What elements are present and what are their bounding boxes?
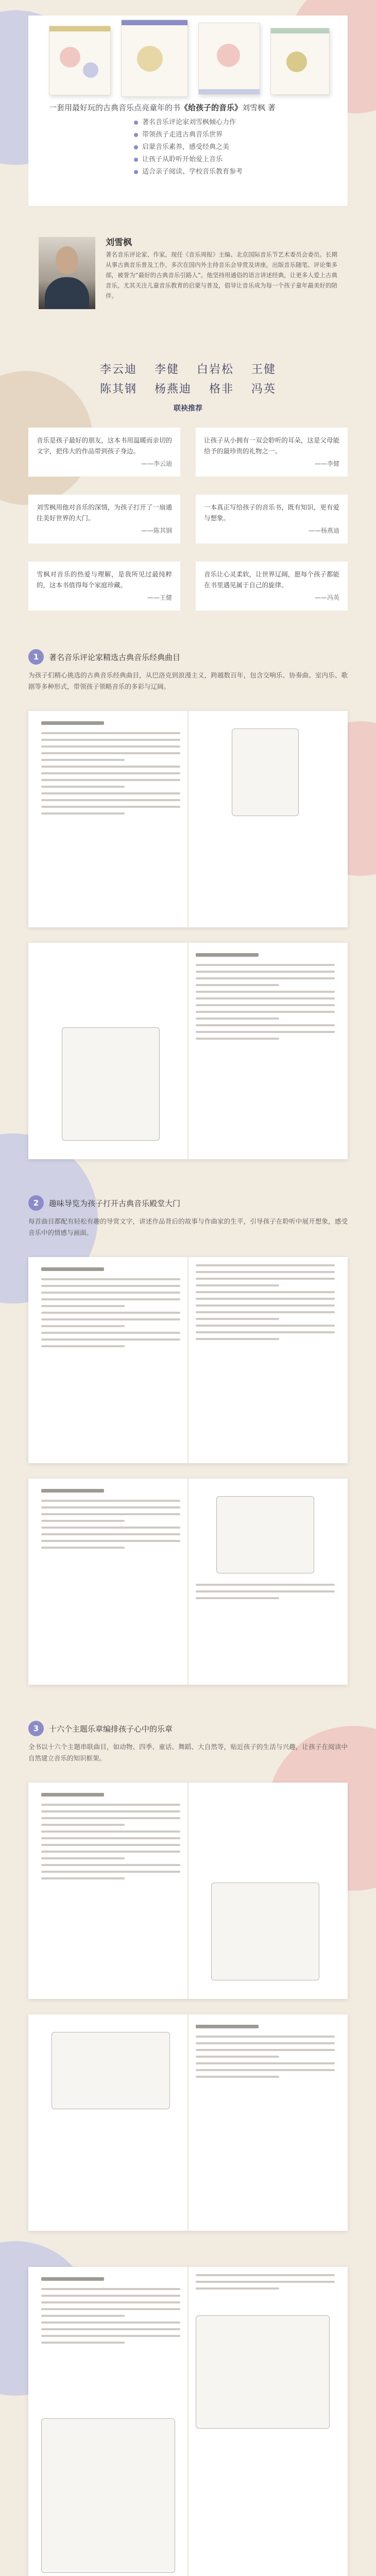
quote-card — [28, 562, 180, 611]
quote-author: ——李健 — [314, 460, 339, 467]
recommender-name: 王健 — [251, 363, 277, 376]
quote-card — [196, 428, 348, 477]
quote-card — [196, 495, 348, 544]
author-photo — [39, 237, 95, 309]
book-spread-image — [28, 1257, 348, 1463]
recommender-name: 格非 — [209, 383, 234, 396]
quote-text: 一本真正写给孩子的音乐书，既有知识，更有爱与想象。 — [204, 503, 339, 522]
recommender-name: 李云迪 — [99, 363, 137, 376]
bullet-item: 著名音乐评论家刘雪枫倾心力作 — [134, 116, 243, 129]
book-spread-image — [28, 711, 348, 927]
book-subtitle: 一套用最好玩的古典音乐点亮童年的书《给孩子的音乐》刘雪枫 著 — [49, 103, 276, 112]
book-cover-image — [198, 23, 260, 95]
quote-author: ——杨燕迪 — [308, 527, 339, 534]
bullet-dot-icon — [134, 158, 138, 162]
bullet-item: 启蒙音乐素养，感受经典之美 — [134, 141, 243, 154]
recommender-names-row — [0, 361, 376, 377]
feature-bullets — [134, 116, 243, 178]
section-number-badge: 2 — [28, 1195, 44, 1211]
section-number-badge: 1 — [28, 649, 44, 665]
recommender-name: 陈其钢 — [99, 383, 137, 396]
recommender-names-row — [0, 380, 376, 396]
section-description: 为孩子们精心挑选的古典音乐经典曲目，从巴洛克到浪漫主义，跨越数百年，包含交响乐、协奏曲、室内乐、歌剧等多种形式，带领孩子领略音乐的多彩与辽阔。 — [28, 671, 348, 690]
bullet-dot-icon — [134, 133, 138, 137]
book-spread-image — [28, 943, 348, 1159]
intro-panel — [28, 15, 348, 206]
book-cover-image — [270, 28, 330, 95]
section-header — [28, 649, 348, 665]
quote-text: 雪枫对音乐的热爱与理解，是我所见过最纯粹的，这本书值得每个家庭珍藏。 — [37, 570, 172, 589]
section-header — [28, 1721, 348, 1736]
recommender-name: 白岩松 — [197, 363, 234, 376]
quote-card — [28, 428, 180, 477]
section-description: 全书以十六个主题串联曲目，如动物、四季、童话、舞蹈、大自然等，贴近孩子的生活与兴趣，让孩子在阅读中自然建立音乐的知识框架。 — [28, 1743, 348, 1762]
bullet-item: 适合亲子阅读、学校音乐教育参考 — [134, 166, 243, 178]
quote-text: 音乐是孩子最好的朋友，这本书用温暖而亲切的文字，把伟大的作品带到孩子身边。 — [37, 436, 172, 455]
section-header — [28, 1195, 348, 1211]
recommender-name: 冯英 — [251, 383, 277, 396]
book-cover-image — [49, 26, 111, 95]
quote-author: ——冯英 — [314, 594, 339, 601]
section-title: 十六个主题乐章编排孩子心中的乐章 — [49, 1724, 173, 1734]
book-spread-image — [28, 1479, 348, 1685]
bullet-item: 带领孩子走进古典音乐世界 — [134, 129, 243, 141]
section-number-badge: 3 — [28, 1721, 44, 1736]
bullet-dot-icon — [134, 145, 138, 149]
quote-author: ——王健 — [147, 594, 172, 601]
quote-author: ——陈其钢 — [141, 527, 172, 534]
author-bio: 著名音乐评论家、作家，现任《音乐周报》主编、北京国际音乐节艺术委员会委员。长期从事古典音乐普及工作，多次在国内外主持音乐会导赏及讲座，出版音乐随笔、评论集多部，被誉为“最好的古典音乐引路人”。他坚持用通俗的语言讲述经典，让更多人爱上古典音乐，尤其关注儿童音乐教育的启蒙与普及，倡导让音乐成为每一个孩子童年最美好的陪伴。 — [106, 251, 337, 299]
section-description: 每首曲目都配有轻松有趣的导赏文字，讲述作品背后的故事与作曲家的生平，引导孩子在聆听中展开想象，感受音乐中的情感与画面。 — [28, 1217, 348, 1236]
quote-text: 刘雪枫用他对音乐的深情，为孩子打开了一扇通往美好世界的大门。 — [37, 503, 172, 522]
quote-author: ——李云迪 — [141, 460, 172, 467]
quote-card — [28, 495, 180, 544]
author-name: 刘雪枫 — [106, 238, 132, 248]
author-panel — [28, 227, 348, 330]
book-spread-image — [28, 2267, 348, 2576]
recommender-name: 杨燕迪 — [154, 383, 192, 396]
recommenders-label: 联袂推荐 — [174, 404, 202, 413]
book-spread-image — [28, 2014, 348, 2231]
bullet-item: 让孩子从聆听开始爱上音乐 — [134, 154, 243, 166]
book-cover-image — [121, 20, 188, 97]
bullet-dot-icon — [134, 170, 138, 174]
book-spread-image — [28, 1783, 348, 1999]
quote-text: 音乐让心灵柔软，让世界辽阔，愿每个孩子都能在书里遇见属于自己的旋律。 — [204, 570, 339, 589]
recommender-name: 李健 — [154, 363, 179, 376]
quote-card — [196, 562, 348, 611]
bullet-dot-icon — [134, 121, 138, 125]
section-title: 著名音乐评论家精选古典音乐经典曲目 — [49, 652, 181, 662]
section-title: 趣味导览为孩子打开古典音乐殿堂大门 — [49, 1198, 181, 1208]
quote-text: 让孩子从小拥有一双会聆听的耳朵，这是父母能给予的最珍贵的礼物之一。 — [204, 436, 339, 455]
